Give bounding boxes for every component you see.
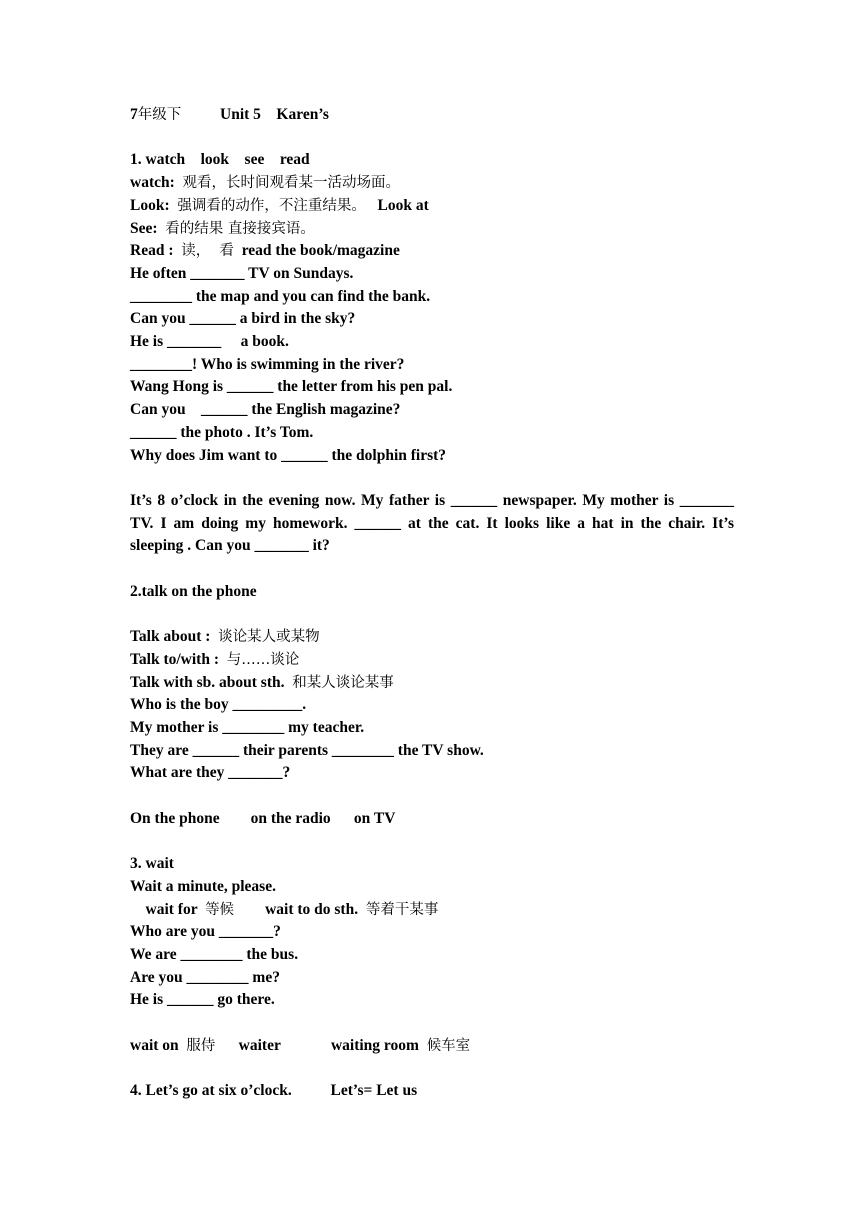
exercise-line: Why does Jim want to ______ the dolphin first? [130, 446, 447, 464]
exercise-line: He is _______ a book. [130, 333, 289, 351]
wait-for-def: wait for 等候 wait to do sth. 等着干某事 [145, 900, 439, 918]
exercise-line: My mother is ________ my teacher. [130, 718, 365, 736]
grade-zh: 年级下 [137, 107, 182, 123]
doc-header [130, 104, 734, 127]
exercise-line: He is ______ go there. [130, 991, 275, 1009]
exercise-line: Who is the boy _________. [130, 696, 307, 714]
see-def: See: 看的结果 直接接宾语。 [130, 219, 315, 237]
exercise-line: Who are you _______? [130, 923, 281, 941]
wait-example: Wait a minute, please. [130, 877, 276, 895]
exercise-line: He often _______ TV on Sundays. [130, 264, 354, 282]
exercise-line: We are ________ the bus. [130, 945, 299, 963]
exercise-line: They are ______ their parents ________ the TV show. [130, 741, 484, 759]
section4-heading: 4. Let’s go at six o’clock. Let’s= Let us [130, 1082, 418, 1100]
exercise-line: Wang Hong is ______ the letter from his pen pal. [130, 378, 453, 396]
exercise-line: ______ the photo . It’s Tom. [130, 423, 314, 441]
exercise-line: What are they _______? [130, 764, 291, 782]
grade-number: 7 [130, 106, 138, 123]
talk-about-def: Talk about : 谈论某人或某物 [130, 628, 320, 646]
talk-with-def: Talk with sb. about sth. 和某人谈论某事 [130, 673, 394, 691]
phone-phrases: On the phone on the radio on TV [130, 809, 396, 827]
section2-heading: 2.talk on the phone [130, 582, 257, 600]
look-def: Look: 强调看的动作，不注重结果。 Look at [130, 196, 429, 214]
unit-label: Unit 5 [220, 106, 261, 123]
exercise-line: Are you ________ me? [130, 968, 280, 986]
section1-heading: 1. watch look see read [130, 151, 310, 169]
passage-paragraph: It’s 8 o’clock in the evening now. My father is ______ newspaper. My mother is _______ TV. I am doing my homework. ______ at the cat. It looks like a hat in the chair. It’s sleeping . Can you _______ it? [130, 491, 734, 555]
watch-def: watch: 观看，长时间观看某一活动场面。 [130, 174, 401, 192]
exercise-line: ________! Who is swimming in the river? [130, 355, 405, 373]
exercise-line: ________ the map and you can find the bank. [130, 287, 431, 305]
read-def: Read : 读， 看 read the book/magazine [130, 242, 400, 260]
exercise-line: Can you ______ a bird in the sky? [130, 310, 356, 328]
section3-heading: 3. wait [130, 855, 174, 873]
exercise-line: Can you ______ the English magazine? [130, 401, 401, 419]
document-page [130, 104, 734, 1103]
unit-title: Karen’s [276, 106, 329, 123]
talk-towith-def: Talk to/with : 与……谈论 [130, 650, 300, 668]
wait-on-def: wait on 服侍 waiter waiting room 候车室 [130, 1036, 471, 1054]
